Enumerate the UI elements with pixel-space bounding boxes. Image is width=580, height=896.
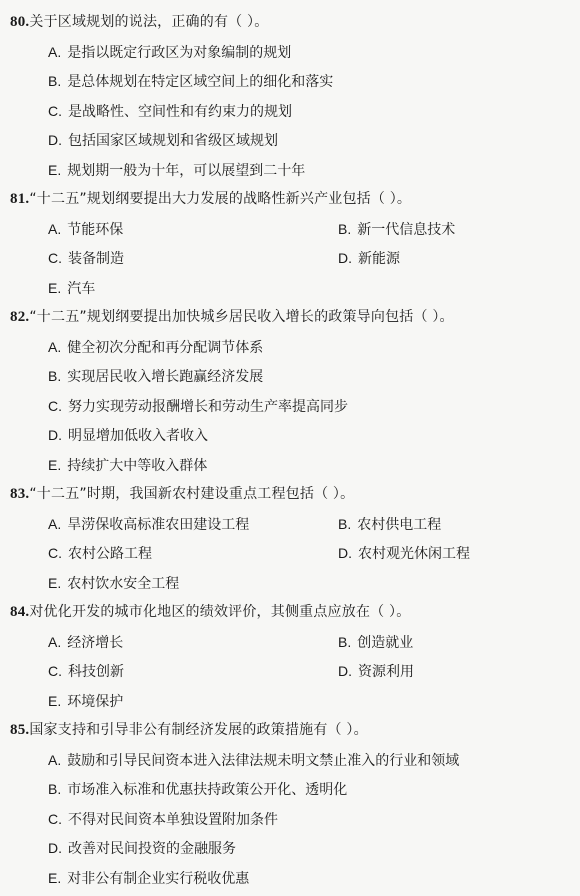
option-text: 市场准入标准和优惠扶持政策公开化、透明化 (67, 782, 348, 798)
option-row (10, 834, 566, 864)
option-text: 是指以既定行政区为对象编制的规划 (67, 44, 292, 61)
option-c (10, 805, 566, 835)
option-letter: D. (338, 545, 352, 561)
option-text: 农村饮水安全工程 (67, 575, 180, 592)
option-e (10, 156, 566, 186)
option-e (10, 274, 566, 304)
question-number: 82. (10, 309, 30, 325)
option-text: 改善对民间投资的金融服务 (68, 841, 236, 857)
question-number: 81. (10, 191, 30, 207)
option-letter: A. (48, 751, 62, 768)
option-letter: C. (48, 663, 62, 679)
option-d (300, 539, 470, 569)
option-letter: A. (48, 220, 62, 237)
option-text: 是战略性、空间性和有约束力的规划 (68, 103, 292, 120)
option-a (10, 510, 300, 540)
option-letter: D. (48, 132, 62, 148)
option-row (10, 864, 566, 894)
question-80 (10, 8, 566, 185)
option-text: 持续扩大中等收入群体 (67, 457, 208, 474)
option-e (10, 451, 566, 481)
option-text: 装备制造 (68, 251, 124, 267)
option-a (10, 628, 300, 658)
option-text: 是总体规划在特定区域空间上的细化和落实 (67, 74, 334, 90)
option-row (10, 38, 566, 68)
option-letter: E. (48, 279, 62, 296)
option-d (10, 834, 566, 864)
option-row (10, 156, 566, 186)
option-letter: C. (48, 545, 62, 561)
option-c (10, 539, 300, 569)
option-text: 包括国家区域规划和省级区域规划 (68, 133, 278, 149)
option-letter: E. (48, 869, 62, 886)
option-text: 新能源 (358, 251, 400, 267)
option-letter: E. (48, 161, 62, 178)
option-b (10, 775, 566, 805)
option-text: 对非公有制企业实行税收优惠 (67, 870, 250, 887)
option-row (10, 746, 566, 776)
option-row (10, 244, 566, 274)
option-letter: A. (48, 515, 62, 532)
option-b (300, 628, 413, 658)
option-row (10, 451, 566, 481)
option-letter: C. (48, 250, 62, 266)
question-84 (10, 598, 566, 716)
option-d (300, 244, 400, 274)
option-d (10, 421, 566, 451)
option-letter: D. (48, 840, 62, 856)
option-text: 不得对民间资本单独设置附加条件 (68, 811, 278, 828)
question-stem (10, 598, 566, 628)
option-row (10, 333, 566, 363)
option-c (10, 97, 566, 127)
option-letter: D. (48, 427, 62, 443)
option-letter: B. (48, 73, 62, 89)
option-text: 努力实现劳动报酬增长和劳动生产率提高同步 (68, 398, 348, 415)
question-85 (10, 716, 566, 893)
option-row (10, 805, 566, 835)
question-number: 83. (10, 486, 30, 502)
option-a (10, 215, 300, 245)
option-c (10, 244, 300, 274)
option-letter: C. (48, 397, 62, 414)
option-text: 农村公路工程 (68, 546, 152, 562)
option-e (10, 569, 566, 599)
option-b (300, 510, 441, 540)
question-text: 关于区域规划的说法，正确的有（ ）。 (29, 14, 269, 30)
option-row (10, 97, 566, 127)
option-d (10, 126, 566, 156)
option-row (10, 274, 566, 304)
option-text: 鼓励和引导民间资本进入法律法规未明文禁止准入的行业和领域 (67, 752, 460, 769)
option-a (10, 333, 566, 363)
question-text: 对优化开发的城市化地区的绩效评价，其侧重点应放在（ ）。 (29, 604, 411, 620)
option-letter: A. (48, 338, 62, 355)
option-letter: B. (48, 781, 62, 797)
option-text: 健全初次分配和再分配调节体系 (67, 339, 264, 356)
option-a (10, 38, 566, 68)
option-letter: B. (338, 220, 352, 237)
question-82 (10, 303, 566, 480)
question-stem (10, 303, 566, 333)
option-letter: B. (338, 515, 352, 532)
option-letter: D. (338, 663, 352, 679)
question-81 (10, 185, 566, 303)
option-row (10, 510, 566, 540)
option-letter: B. (338, 633, 352, 650)
question-stem (10, 716, 566, 746)
option-e (10, 687, 566, 717)
option-letter: E. (48, 574, 62, 591)
option-text: 农村观光休闲工程 (358, 546, 470, 562)
option-row (10, 569, 566, 599)
option-letter: B. (48, 368, 62, 384)
question-stem (10, 185, 566, 215)
option-row (10, 539, 566, 569)
option-letter: E. (48, 692, 62, 709)
option-text: 资源利用 (358, 664, 414, 680)
option-letter: A. (48, 633, 62, 650)
option-letter: A. (48, 43, 62, 60)
option-row (10, 628, 566, 658)
option-row (10, 421, 566, 451)
option-text: 科技创新 (68, 664, 124, 680)
question-stem (10, 8, 566, 38)
option-text: 农村供电工程 (357, 516, 442, 533)
option-a (10, 746, 566, 776)
option-letter: C. (48, 810, 62, 827)
question-number: 85. (10, 722, 30, 738)
option-text: 创造就业 (357, 634, 414, 651)
option-text: 环境保护 (67, 693, 124, 710)
option-text: 旱涝保收高标准农田建设工程 (67, 516, 250, 533)
option-letter: D. (338, 250, 352, 266)
option-c (10, 392, 566, 422)
option-text: 实现居民收入增长跑赢经济发展 (67, 369, 264, 385)
question-text: “十二五”规划纲要提出加快城乡居民收入增长的政策导向包括（ ）。 (29, 309, 454, 325)
option-row (10, 657, 566, 687)
question-text: “十二五”规划纲要提出大力发展的战略性新兴产业包括（ ）。 (29, 191, 412, 207)
option-c (10, 657, 300, 687)
question-stem (10, 480, 566, 510)
option-b (300, 215, 455, 245)
option-row (10, 687, 566, 717)
option-text: 汽车 (67, 280, 96, 297)
question-text: “十二五”时期，我国新农村建设重点工程包括（ ）。 (29, 486, 355, 502)
option-letter: E. (48, 456, 62, 473)
option-b (10, 362, 566, 392)
option-row (10, 775, 566, 805)
option-row (10, 67, 566, 97)
option-d (300, 657, 414, 687)
option-text: 规划期一般为十年，可以展望到二十年 (67, 162, 306, 179)
option-b (10, 67, 566, 97)
option-text: 经济增长 (67, 634, 124, 651)
option-row (10, 362, 566, 392)
option-text: 明显增加低收入者收入 (68, 428, 208, 444)
option-text: 节能环保 (67, 221, 124, 238)
option-e (10, 864, 566, 894)
option-row (10, 215, 566, 245)
option-row (10, 392, 566, 422)
question-number: 80. (10, 14, 30, 30)
question-83 (10, 480, 566, 598)
option-row (10, 126, 566, 156)
question-text: 国家支持和引导非公有制经济发展的政策措施有（ ）。 (29, 722, 368, 738)
question-number: 84. (10, 604, 30, 620)
option-letter: C. (48, 102, 62, 119)
option-text: 新一代信息技术 (357, 221, 456, 238)
